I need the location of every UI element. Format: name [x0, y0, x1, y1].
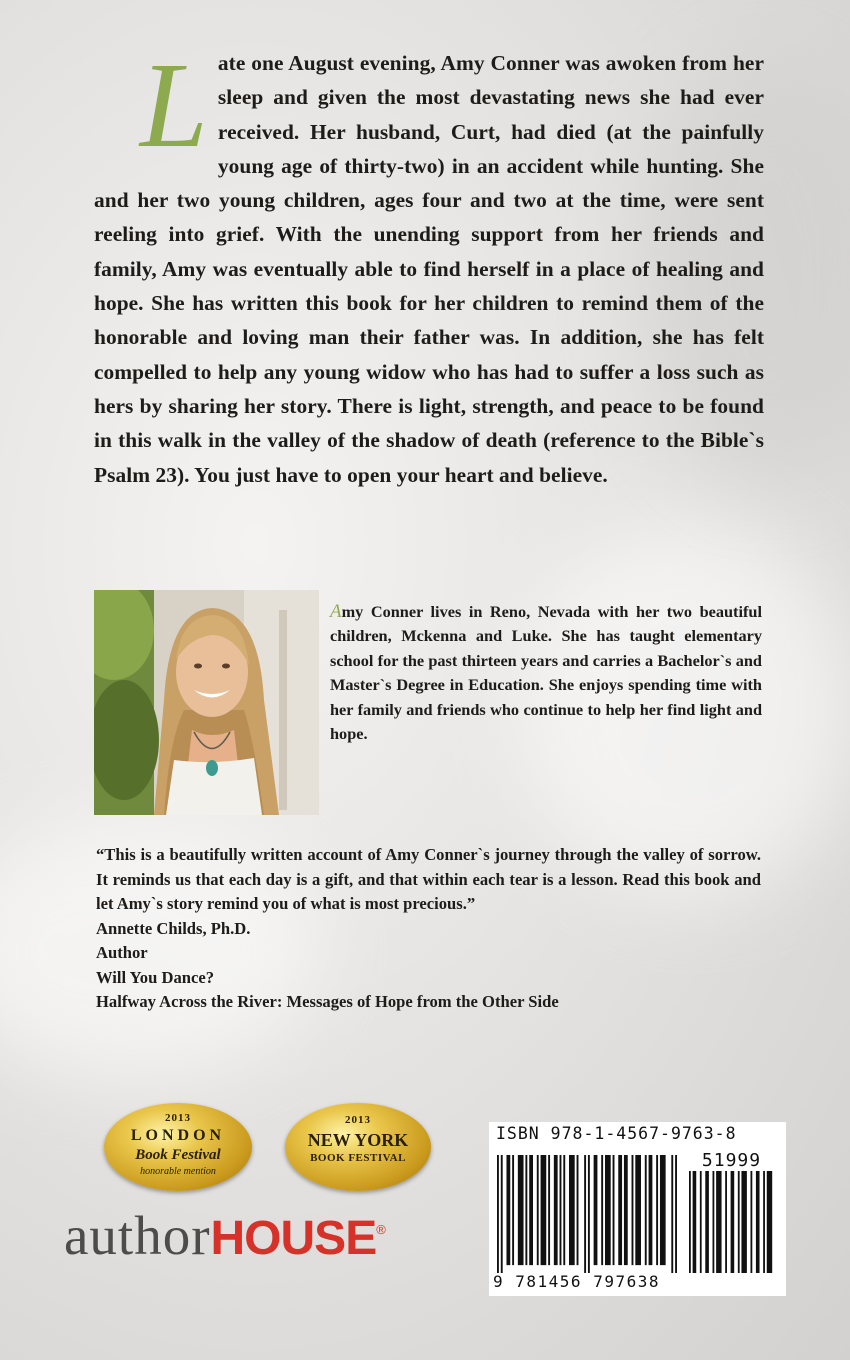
- endorser-book: Will You Dance?: [96, 967, 215, 987]
- seal-note: honorable mention: [140, 1166, 216, 1177]
- seal-year: 2013: [165, 1112, 191, 1124]
- author-photo: [94, 590, 319, 815]
- author-portrait-image: [94, 590, 319, 815]
- addon-barcode-bars: [689, 1171, 774, 1273]
- publisher-logo-house: HOUSE: [210, 1212, 377, 1265]
- publisher-logo: [64, 1206, 386, 1266]
- barcode-bars: [497, 1155, 677, 1273]
- seal-subtitle: BOOK FESTIVAL: [310, 1152, 406, 1164]
- blurb-text: ate one August evening, Amy Conner was awoken from her sleep and given the most devastating news she had ever received. Her husband, Curt, had died (at the painfully young age of thirty-two) in an accident while hunting. She and her two young children, ages four and two at the time, were sent reeling into grief. With the unending support from her friends and family, Amy was eventually able to find herself in a place of healing and hope. She has written this book for her children to remind them of the honorable and loving man their father was. In addition, she has felt compelled to help any young widow who has had to suffer a loss such as hers by sharing her story. There is light, strength, and peace to be found in this walk in the valley of the shadow of death (reference to the Bible`s Psalm 23). You just have to open your heart and believe.: [94, 51, 764, 487]
- endorser-role: Author: [96, 943, 148, 962]
- endorsement: [96, 843, 761, 1015]
- registered-mark: ®: [376, 1222, 386, 1237]
- book-blurb: [94, 38, 764, 492]
- publisher-logo-author: author: [64, 1205, 211, 1266]
- seal-subtitle: Book Festival: [135, 1147, 221, 1163]
- endorsement-quote: “This is a beautifully written account of Amy Conner`s journey through the valley of sorrow. It reminds us that each day is a gift, and that within each tear is a lesson. Read this book and let Amy`s story remind you of what is most precious.”: [96, 845, 761, 913]
- london-book-festival-seal: [104, 1103, 252, 1191]
- bio-drop-cap: A: [330, 601, 342, 622]
- seal-year: 2013: [345, 1114, 371, 1126]
- new-york-book-festival-seal: [285, 1103, 431, 1191]
- seal-title: LONDON: [130, 1127, 226, 1144]
- isbn-barcode: [489, 1122, 786, 1296]
- seal-title: NEW YORK: [307, 1130, 409, 1150]
- author-bio: [330, 600, 762, 746]
- barcode-number: 9 781456 797638: [493, 1272, 660, 1291]
- price-addon-number: 51999: [701, 1150, 762, 1171]
- endorser-name: Annette Childs, Ph.D.: [96, 918, 251, 938]
- blurb-drop-cap: L: [140, 38, 208, 173]
- isbn-label: ISBN 978-1-4567-9763-8: [496, 1124, 737, 1143]
- bio-text: my Conner lives in Reno, Nevada with her two beautiful children, Mckenna and Luke. She has taught elementary school for the past thirteen years and carries a Bachelor`s and Master`s Degree in Education. She enjoys spending time with her family and friends who continue to help her find light and hope.: [330, 602, 762, 744]
- endorser-book: Halfway Across the River: Messages of Hope from the Other Side: [96, 992, 559, 1011]
